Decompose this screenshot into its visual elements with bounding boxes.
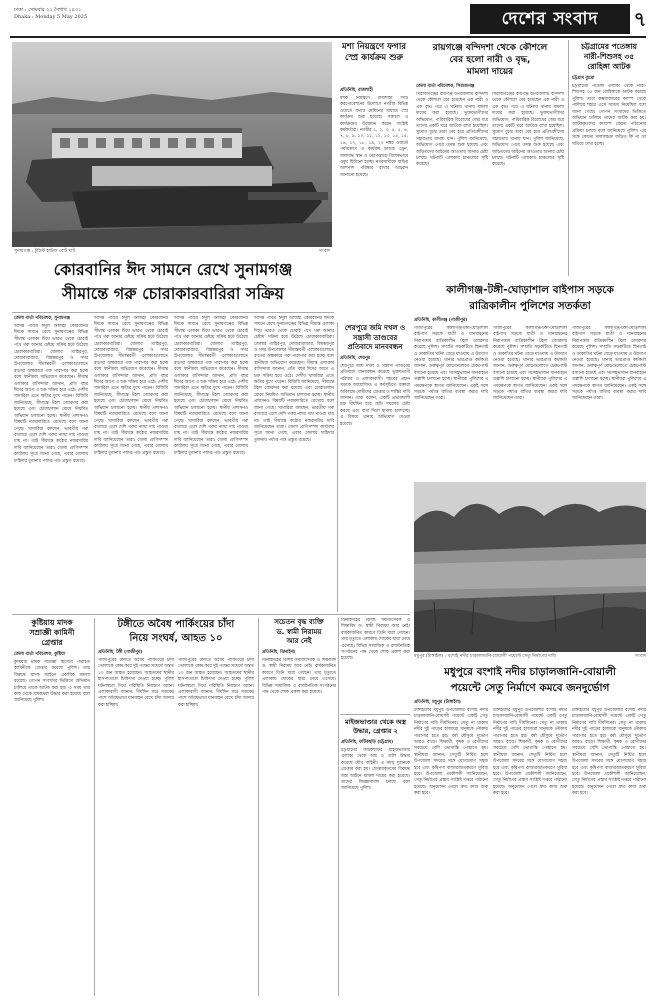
- sachetan-body: ঝিনাইদহের বিশিষ্ট সমাজসেবক ও শিক্ষাবিদ ড. স্বামী নিরাময় আর নেই। বার্ধক্যজনিত কারণে তিনি মারা গেছেন। তার মৃত্যুতে এলাকায় শোকের ছায়া নেমে এসেছে। বিভিন্ন সামাজিক ও রাজনৈতিক সংগঠনের পক্ষ থেকে শোক প্রকাশ করা হয়েছে।: [262, 658, 336, 696]
- sachetan-body-continued: ঝিনাইদহের বিশিষ্ট সমাজসেবক ও শিক্ষাবিদ ড. স্বামী নিরাময় আর নেই। বার্ধক্যজনিত কারণে তিনি মারা গেছেন। তার মৃত্যুতে এলাকায় শোকের ছায়া নেমে এসেছে। বিভিন্ন সামাজিক ও রাজনৈতিক সংগঠনের পক্ষ থেকে শোক প্রকাশ করা হয়েছে।: [341, 618, 410, 662]
- kushtia-dateline: জেলা বার্তা পরিবেশক, কুষ্টিয়া: [14, 652, 65, 657]
- madhupur-body-col1: টাঙ্গাইলের মধুপুর উপজেলার বংশাই নদীর চাড়ালজানি-বোয়ালী পয়েন্টে একটি সেতু নির্মাণের দাবি দীর্ঘদিনের। সেতু না থাকায় নদীর দুই পাড়ের হাজারো মানুষকে নৌকায় পারাপার হতে হয়। বর্ষা মৌসুমে দুর্ভোগ আরও বাড়ে। শিক্ষার্থী, কৃষক ও রোগীদের সবচেয়ে বেশি ভোগান্তি পোহাতে হয়। স্থানীয়রা জানান, সেতুটি নির্মিত হলে উপজেলা সদরের সঙ্গে যোগাযোগ সহজ হবে এবং কৃষিপণ্য বাজারজাতকরণে সুবিধা হবে। উপজেলা প্রকৌশলী জানিয়েছেন, সেতু নির্মাণের প্রস্তাব সংশ্লিষ্ট দপ্তরে পাঠানো হয়েছে। অনুমোদন পেলে দ্রুত কাজ শুরু করা হবে।: [414, 708, 488, 797]
- mosha-dateline: প্রতিনিধি, রাজশাহী: [340, 88, 373, 93]
- col-divider: [94, 618, 95, 996]
- photo1-credit: সংবাদ: [318, 249, 330, 254]
- tongi-headline: টঙ্গীতে অবৈধ পার্কিংয়ের চাঁদা নিয়ে সংঘর্ষ, আহত ১০: [117, 619, 235, 644]
- date-english: Dhaka : Monday 5 May 2025: [14, 14, 88, 20]
- chattogram-headline: চট্টগ্রামের পতেঙ্গায় নারী-শিশুসহ ৩৫ রোহিঙ্গা আটক: [581, 42, 637, 71]
- chattogram-body: চট্টগ্রামের পতেঙ্গা এলাকা থেকে নারী-শিশুসহ ৩৫ জন রোহিঙ্গাকে আটক করেছে পুলিশ। তারা কক্সবাজারের ক্যাম্প থেকে পালিয়ে শহরে এসে আশ্রয় নিয়েছিল বলে জানা গেছে। গোপন সংবাদের ভিত্তিতে অভিযান চালিয়ে তাদের আটক করা হয়। আটককৃতদের ক্যাম্পে ফেরত পাঠানোর প্রক্রিয়া চলছে বলে জানিয়েছে পুলিশ। এর সঙ্গে কোনো দালালচক্র জড়িত কি না তা খতিয়ে দেখা হচ্ছে।: [572, 84, 646, 147]
- rayganj-dateline: জেলা বার্তা পরিবেশক, সিরাজগঞ্জ: [416, 84, 475, 89]
- river-photo: [414, 482, 646, 652]
- sherpur-headline: শেরপুরে জমি দখল ও সন্ত্রাসী তাণ্ডবের প্রতিবাদে মানববন্ধন: [344, 324, 406, 351]
- col-divider: [568, 40, 569, 276]
- main-body-col4: আসন্ন পবিত্র ঈদুল আজহা কোরবানির ঈদকে সামনে রেখে সুনামগঞ্জের বিভিন্ন সীমান্ত এলাকা দিয়ে ভারত থেকে চোরাই পথে গরু আনার চেষ্টায় সক্রিয় হয়ে উঠেছে চোরাকারবারিরা। জেলার তাহিরপুর, দোয়ারাবাজার, বিশ্বম্ভরপুর ও সদর উপজেলার সীমান্তবর্তী এলাকাগুলোতে রাতের অন্ধকারে গরু পারাপার করা হচ্ছে বলে স্থানীয়রা অভিযোগ করেছেন। সীমান্ত এলাকার বাসিন্দারা জানান, প্রতি বছর ঈদের আগে এ চক্র সক্রিয় হয়ে ওঠে। দেশীয় খামারিরা এতে ক্ষতির মুখে পড়েন। বিজিবি জানিয়েছে, সীমান্তে টহল জোরদার করা হয়েছে এবং চোরাচালান রোধে নিয়মিত অভিযান চালানো হচ্ছে। স্থানীয় প্রশাসনও বিষয়টি নজরদারিতে রেখেছে বলে জানা গেছে। খামারিরা বলছেন, ভারতীয় গরু বাজারে এলে দেশি গরুর ন্যায্য দাম পাওয়া যায় না। তাই সীমান্তে কঠোর নজরদারির দাবি জানিয়েছেন তারা। জেলা প্রাণিসম্পদ কার্যালয় সূত্রে জানা গেছে, এবার জেলায় চাহিদার তুলনায় পর্যাপ্ত পশু প্রস্তুত রয়েছে।: [254, 316, 334, 443]
- kaliganj-dateline: প্রতিনিধি, কালীগঞ্জ (গাজীপুর): [414, 318, 468, 323]
- maijbhandar-headline: মাইজভাণ্ডার থেকে অস্ত্র উদ্ধার, গ্রেপ্তার ২: [344, 718, 407, 735]
- sherpur-dateline: প্রতিনিধি, শেরপুর: [340, 356, 371, 361]
- main-dateline: জেলা বার্তা পরিবেশক, সুনামগঞ্জ: [14, 316, 70, 321]
- madhupur-headline: মধুপুরে বংশাই নদীর চাড়ালজানি-বোয়ালী পয়েন্টে সেতু নির্মাণে কমবে জনদুর্ভোগ: [444, 666, 616, 694]
- tongi-dateline: প্রতিনিধি, টঙ্গী (গাজীপুর): [98, 650, 143, 655]
- sherpur-body: শেরপুরে জমি দখল ও সন্ত্রাসী তাণ্ডবের প্রতিবাদে মানববন্ধন করেছে ভুক্তভোগী পরিবার ও এলাকাবাসী। শহরের প্রধান সড়কে আয়োজিত এ কর্মসূচিতে বক্তারা অবিলম্বে দোষীদের গ্রেপ্তার ও শাস্তির দাবি জানান। তারা বলেন, একটি প্রভাবশালী চক্র দীর্ঘদিন ধরে জমি দখলের চেষ্টা করছে এবং বাধা দিলে হামলা চালাচ্ছে। এ বিষয়ে থানায় অভিযোগ দেওয়া হয়েছে।: [340, 364, 410, 427]
- photo1-caption: সুনামগঞ্জ : টুরিস্ট হাউজ বোট ঘাট: [14, 249, 76, 254]
- kushtia-body: কুষ্টিয়ায় মাদক সম্রাজ্ঞী হিসেবে পরিচিত কামিনীকে গ্রেপ্তার করেছে পুলিশ। তার বিরুদ্ধে মাদক আইনে একাধিক মামলা রয়েছে। গোপন সংবাদের ভিত্তিতে অভিযান চালিয়ে তাকে আটক করা হয়। এ সময় তার কাছ থেকে মাদকদ্রব্য উদ্ধার করা হয়েছে বলে জানিয়েছে পুলিশ।: [14, 660, 90, 704]
- river-photo-image: [414, 482, 646, 652]
- mosha-body: মশক নিয়ন্ত্রণে রাজশাহী সিটি করপোরেশনের উদ্যোগে নগরীর বিভিন্ন ওয়ার্ডে ফগার মেশিনের মাধ্যমে স্প্রে কার্যক্রম শুরু হয়েছে। সকালে এ কার্যক্রমের উদ্বোধন করেন সংশ্লিষ্ট কর্মকর্তারা। নগরীর ১, ২, ৩, ৪, ৫, ৬, ৭, ৮, ৯, ১০, ১১, ১২, ১৩, ১৪, ১৫, ১৬, ১৭, ১৮, ১৯, ২০ নম্বর ওয়ার্ডে পর্যায়ক্রমে এ কার্যক্রম চলবে। ড্রেন, জলাবদ্ধ স্থান ও ঝোপঝাড়ে বিশেষভাবে ওষুধ ছিটানো হচ্ছে। নগরবাসীকে বাড়ির আশপাশ পরিষ্কার রাখার আহ্বান জানানো হয়েছে।: [340, 96, 408, 178]
- madhupur-dateline: প্রতিনিধি, মধুপুর (টাঙ্গাইল): [414, 700, 461, 705]
- col-divider: [258, 618, 259, 996]
- maijbhandar-body: চট্টগ্রামের ফটিকছড়ির মাইজভাণ্ডার এলাকা থেকে অস্ত্র ও গুলি উদ্ধার করেছে যৌথ বাহিনী। এ সময় দুজনকে গ্রেপ্তার করা হয়। গ্রেপ্তারকৃতদের বিরুদ্ধে অস্ত্র আইনে মামলা দায়ের করা হয়েছে। তাদের জিজ্ঞাসাবাদ চলছে বলে জানিয়েছে পুলিশ।: [341, 748, 410, 792]
- col-divider: [338, 618, 339, 996]
- photo2-credit: সংবাদ: [634, 654, 646, 659]
- main-headline: কোরবানির ঈদ সামনে রেখে সুনামগঞ্জ সীমান্তে গরু চোরাকারবারিরা সক্রিয়: [53, 260, 293, 303]
- section-rule: [12, 614, 410, 615]
- sachetan-dateline: প্রতিনিধি, ঝিনাইদহ: [262, 650, 296, 655]
- col-divider: [337, 322, 338, 612]
- kaliganj-headline: কালীগঞ্জ-টঙ্গী-ঘোড়াশাল বাইপাস সড়কে রাত্রিকালীন পুলিশের সতর্কতা: [446, 284, 614, 312]
- section-masthead: দেশের সংবাদ: [470, 4, 630, 34]
- page-number: ৭: [633, 7, 647, 31]
- mosha-headline: মশা নিয়ন্ত্রণে ফগার স্প্রে কার্যক্রম শুরু: [341, 42, 407, 63]
- tongi-body-col1: গাজীপুরের টঙ্গীতে অবৈধ পার্কিংয়ের চাঁদা তোলাকে কেন্দ্র করে দুই পক্ষের সংঘর্ষে অন্তত ১০ জন আহত হয়েছেন। আহতদের স্থানীয় হাসপাতালে চিকিৎসা দেওয়া হচ্ছে। পুলিশ ঘটনাস্থলে গিয়ে পরিস্থিতি নিয়ন্ত্রণে আনে। এলাকাবাসী জানান, দীর্ঘদিন ধরে সড়কের পাশে অবৈধভাবে যানবাহন রেখে চাঁদা আদায় করা হচ্ছিল।: [98, 658, 174, 708]
- main-body-col2: আসন্ন পবিত্র ঈদুল আজহা কোরবানির ঈদকে সামনে রেখে সুনামগঞ্জের বিভিন্ন সীমান্ত এলাকা দিয়ে ভারত থেকে চোরাই পথে গরু আনার চেষ্টায় সক্রিয় হয়ে উঠেছে চোরাকারবারিরা। জেলার তাহিরপুর, দোয়ারাবাজার, বিশ্বম্ভরপুর ও সদর উপজেলার সীমান্তবর্তী এলাকাগুলোতে রাতের অন্ধকারে গরু পারাপার করা হচ্ছে বলে স্থানীয়রা অভিযোগ করেছেন। সীমান্ত এলাকার বাসিন্দারা জানান, প্রতি বছর ঈদের আগে এ চক্র সক্রিয় হয়ে ওঠে। দেশীয় খামারিরা এতে ক্ষতির মুখে পড়েন। বিজিবি জানিয়েছে, সীমান্তে টহল জোরদার করা হয়েছে এবং চোরাচালান রোধে নিয়মিত অভিযান চালানো হচ্ছে। স্থানীয় প্রশাসনও বিষয়টি নজরদারিতে রেখেছে বলে জানা গেছে। খামারিরা বলছেন, ভারতীয় গরু বাজারে এলে দেশি গরুর ন্যায্য দাম পাওয়া যায় না। তাই সীমান্তে কঠোর নজরদারির দাবি জানিয়েছেন তারা। জেলা প্রাণিসম্পদ কার্যালয় সূত্রে জানা গেছে, এবার জেলায় চাহিদার তুলনায় পর্যাপ্ত পশু প্রস্তুত রয়েছে।: [94, 316, 168, 456]
- chattogram-dateline: চট্টগ্রাম ব্যুরো: [572, 76, 595, 81]
- sachetan-headline: সচেতন বৃদ্ধ ব্যক্তি ড. স্বামী নিরাময় আর নেই: [274, 618, 324, 645]
- maijbhandar-dateline: প্রতিনিধি, ফটিকছড়ি (চট্টগ্রাম): [341, 740, 394, 745]
- rayganj-headline: রায়গঞ্জে বন্দিদশা থেকে কৌশলে বের হলো নারী ও বৃদ্ধ, মামলা দায়ের: [432, 43, 548, 77]
- photo2-caption: মধুপুর (টাঙ্গাইল) : বংশাই নদীর চাড়ালজানি-বোয়ালী পয়েন্টে সেতু নির্মাণের দাবি: [414, 654, 556, 659]
- tongi-body-col2: গাজীপুরের টঙ্গীতে অবৈধ পার্কিংয়ের চাঁদা তোলাকে কেন্দ্র করে দুই পক্ষের সংঘর্ষে অন্তত ১০ জন আহত হয়েছেন। আহতদের স্থানীয় হাসপাতালে চিকিৎসা দেওয়া হচ্ছে। পুলিশ ঘটনাস্থলে গিয়ে পরিস্থিতি নিয়ন্ত্রণে আনে। এলাকাবাসী জানান, দীর্ঘদিন ধরে সড়কের পাশে অবৈধভাবে যানবাহন রেখে চাঁদা আদায় করা হচ্ছিল।: [178, 658, 254, 708]
- madhupur-body-col2: টাঙ্গাইলের মধুপুর উপজেলার বংশাই নদীর চাড়ালজানি-বোয়ালী পয়েন্টে একটি সেতু নির্মাণের দাবি দীর্ঘদিনের। সেতু না থাকায় নদীর দুই পাড়ের হাজারো মানুষকে নৌকায় পারাপার হতে হয়। বর্ষা মৌসুমে দুর্ভোগ আরও বাড়ে। শিক্ষার্থী, কৃষক ও রোগীদের সবচেয়ে বেশি ভোগান্তি পোহাতে হয়। স্থানীয়রা জানান, সেতুটি নির্মিত হলে উপজেলা সদরের সঙ্গে যোগাযোগ সহজ হবে এবং কৃষিপণ্য বাজারজাতকরণে সুবিধা হবে। উপজেলা প্রকৌশলী জানিয়েছেন, সেতু নির্মাণের প্রস্তাব সংশ্লিষ্ট দপ্তরে পাঠানো হয়েছে। অনুমোদন পেলে দ্রুত কাজ শুরু করা হবে।: [493, 708, 567, 797]
- kaliganj-body-col2: গাজীপুরের কালীগঞ্জ-টঙ্গী-ঘোড়াশাল বাইপাস সড়কে যাত্রী ও যানবাহনের নিরাপত্তায় রাত্রিকালীন টহল জোরদার করেছে পুলিশ। সম্প্রতি সড়কটিতে ছিনতাই ও ডাকাতির ঘটনা বেড়ে যাওয়ায় এ উদ্যোগ নেওয়া হয়েছে। থানার ভারপ্রাপ্ত কর্মকর্তা জানান, গুরুত্বপূর্ণ মোড়গুলোতে চেকপোস্ট বসানো হয়েছে এবং সন্দেহভাজন যানবাহনে তল্লাশি চালানো হচ্ছে। স্থানীয়রা পুলিশের এ পদক্ষেপকে স্বাগত জানিয়েছেন। একই সঙ্গে সড়কে পর্যাপ্ত বাতির ব্যবস্থা করার দাবি জানিয়েছেন তারা।: [493, 326, 567, 402]
- top-rule: [10, 36, 646, 38]
- kaliganj-body-col1: গাজীপুরের কালীগঞ্জ-টঙ্গী-ঘোড়াশাল বাইপাস সড়কে যাত্রী ও যানবাহনের নিরাপত্তায় রাত্রিকালীন টহল জোরদার করেছে পুলিশ। সম্প্রতি সড়কটিতে ছিনতাই ও ডাকাতির ঘটনা বেড়ে যাওয়ায় এ উদ্যোগ নেওয়া হয়েছে। থানার ভারপ্রাপ্ত কর্মকর্তা জানান, গুরুত্বপূর্ণ মোড়গুলোতে চেকপোস্ট বসানো হয়েছে এবং সন্দেহভাজন যানবাহনে তল্লাশি চালানো হচ্ছে। স্থানীয়রা পুলিশের এ পদক্ষেপকে স্বাগত জানিয়েছেন। একই সঙ্গে সড়কে পর্যাপ্ত বাতির ব্যবস্থা করার দাবি জানিয়েছেন তারা।: [414, 326, 488, 402]
- boats-photo-image: [12, 42, 332, 247]
- date-bangla: ঢাকা : সোমবার ২২ বৈশাখ ১৪৩২: [14, 7, 82, 13]
- kaliganj-body-col3: গাজীপুরের কালীগঞ্জ-টঙ্গী-ঘোড়াশাল বাইপাস সড়কে যাত্রী ও যানবাহনের নিরাপত্তায় রাত্রিকালীন টহল জোরদার করেছে পুলিশ। সম্প্রতি সড়কটিতে ছিনতাই ও ডাকাতির ঘটনা বেড়ে যাওয়ায় এ উদ্যোগ নেওয়া হয়েছে। থানার ভারপ্রাপ্ত কর্মকর্তা জানান, গুরুত্বপূর্ণ মোড়গুলোতে চেকপোস্ট বসানো হয়েছে এবং সন্দেহভাজন যানবাহনে তল্লাশি চালানো হচ্ছে। স্থানীয়রা পুলিশের এ পদক্ষেপকে স্বাগত জানিয়েছেন। একই সঙ্গে সড়কে পর্যাপ্ত বাতির ব্যবস্থা করার দাবি জানিয়েছেন তারা।: [572, 326, 646, 402]
- boats-photo: [12, 42, 332, 247]
- rayganj-body-col2: সিরাজগঞ্জের রায়গঞ্জ উপজেলায় বন্দিদশা থেকে কৌশলে বের হয়েছেন এক নারী ও এক বৃদ্ধ। পরে এ ঘটনায় থানায় মামলা দায়ের করা হয়েছে। ভুক্তভোগীদের অভিযোগ, পারিবারিক বিরোধের জের ধরে তাদের একটি ঘরে আটকে রাখা হয়েছিল। সুযোগ বুঝে তারা বের হয়ে প্রতিবেশীদের সহায়তায় থানায় যান। পুলিশ জানিয়েছে, অভিযোগ পেয়ে তদন্ত শুরু হয়েছে এবং জড়িতদের আইনের আওতায় আনার চেষ্টা চলছে। ঘটনাটি এলাকায় চাঞ্চল্যের সৃষ্টি করেছে।: [492, 92, 564, 168]
- main-rule: [12, 312, 334, 313]
- main-body-col3: আসন্ন পবিত্র ঈদুল আজহা কোরবানির ঈদকে সামনে রেখে সুনামগঞ্জের বিভিন্ন সীমান্ত এলাকা দিয়ে ভারত থেকে চোরাই পথে গরু আনার চেষ্টায় সক্রিয় হয়ে উঠেছে চোরাকারবারিরা। জেলার তাহিরপুর, দোয়ারাবাজার, বিশ্বম্ভরপুর ও সদর উপজেলার সীমান্তবর্তী এলাকাগুলোতে রাতের অন্ধকারে গরু পারাপার করা হচ্ছে বলে স্থানীয়রা অভিযোগ করেছেন। সীমান্ত এলাকার বাসিন্দারা জানান, প্রতি বছর ঈদের আগে এ চক্র সক্রিয় হয়ে ওঠে। দেশীয় খামারিরা এতে ক্ষতির মুখে পড়েন। বিজিবি জানিয়েছে, সীমান্তে টহল জোরদার করা হয়েছে এবং চোরাচালান রোধে নিয়মিত অভিযান চালানো হচ্ছে। স্থানীয় প্রশাসনও বিষয়টি নজরদারিতে রেখেছে বলে জানা গেছে। খামারিরা বলছেন, ভারতীয় গরু বাজারে এলে দেশি গরুর ন্যায্য দাম পাওয়া যায় না। তাই সীমান্তে কঠোর নজরদারির দাবি জানিয়েছেন তারা। জেলা প্রাণিসম্পদ কার্যালয় সূত্রে জানা গেছে, এবার জেলায় চাহিদার তুলনায় পর্যাপ্ত পশু প্রস্তুত রয়েছে।: [174, 316, 248, 456]
- story-rule: [340, 714, 410, 715]
- rayganj-body-col1: সিরাজগঞ্জের রায়গঞ্জ উপজেলায় বন্দিদশা থেকে কৌশলে বের হয়েছেন এক নারী ও এক বৃদ্ধ। পরে এ ঘটনায় থানায় মামলা দায়ের করা হয়েছে। ভুক্তভোগীদের অভিযোগ, পারিবারিক বিরোধের জের ধরে তাদের একটি ঘরে আটকে রাখা হয়েছিল। সুযোগ বুঝে তারা বের হয়ে প্রতিবেশীদের সহায়তায় থানায় যান। পুলিশ জানিয়েছে, অভিযোগ পেয়ে তদন্ত শুরু হয়েছে এবং জড়িতদের আইনের আওতায় আনার চেষ্টা চলছে। ঘটনাটি এলাকায় চাঞ্চল্যের সৃষ্টি করেছে।: [416, 92, 488, 168]
- date-line: [14, 7, 87, 21]
- madhupur-body-col3: টাঙ্গাইলের মধুপুর উপজেলার বংশাই নদীর চাড়ালজানি-বোয়ালী পয়েন্টে একটি সেতু নির্মাণের দাবি দীর্ঘদিনের। সেতু না থাকায় নদীর দুই পাড়ের হাজারো মানুষকে নৌকায় পারাপার হতে হয়। বর্ষা মৌসুমে দুর্ভোগ আরও বাড়ে। শিক্ষার্থী, কৃষক ও রোগীদের সবচেয়ে বেশি ভোগান্তি পোহাতে হয়। স্থানীয়রা জানান, সেতুটি নির্মিত হলে উপজেলা সদরের সঙ্গে যোগাযোগ সহজ হবে এবং কৃষিপণ্য বাজারজাতকরণে সুবিধা হবে। উপজেলা প্রকৌশলী জানিয়েছেন, সেতু নির্মাণের প্রস্তাব সংশ্লিষ্ট দপ্তরে পাঠানো হয়েছে। অনুমোদন পেলে দ্রুত কাজ শুরু করা হবে।: [572, 708, 646, 797]
- kushtia-headline: কুষ্টিয়ায় মাদক সম্রাজ্ঞী কামিনী গ্রেপ্তার: [29, 618, 75, 647]
- main-body-col1: আসন্ন পবিত্র ঈদুল আজহা কোরবানির ঈদকে সামনে রেখে সুনামগঞ্জের বিভিন্ন সীমান্ত এলাকা দিয়ে ভারত থেকে চোরাই পথে গরু আনার চেষ্টায় সক্রিয় হয়ে উঠেছে চোরাকারবারিরা। জেলার তাহিরপুর, দোয়ারাবাজার, বিশ্বম্ভরপুর ও সদর উপজেলার সীমান্তবর্তী এলাকাগুলোতে রাতের অন্ধকারে গরু পারাপার করা হচ্ছে বলে স্থানীয়রা অভিযোগ করেছেন। সীমান্ত এলাকার বাসিন্দারা জানান, প্রতি বছর ঈদের আগে এ চক্র সক্রিয় হয়ে ওঠে। দেশীয় খামারিরা এতে ক্ষতির মুখে পড়েন। বিজিবি জানিয়েছে, সীমান্তে টহল জোরদার করা হয়েছে এবং চোরাচালান রোধে নিয়মিত অভিযান চালানো হচ্ছে। স্থানীয় প্রশাসনও বিষয়টি নজরদারিতে রেখেছে বলে জানা গেছে। খামারিরা বলছেন, ভারতীয় গরু বাজারে এলে দেশি গরুর ন্যায্য দাম পাওয়া যায় না। তাই সীমান্তে কঠোর নজরদারির দাবি জানিয়েছেন তারা। জেলা প্রাণিসম্পদ কার্যালয় সূত্রে জানা গেছে, এবার জেলায় চাহিদার তুলনায় পর্যাপ্ত পশু প্রস্তুত রয়েছে।: [14, 324, 88, 464]
